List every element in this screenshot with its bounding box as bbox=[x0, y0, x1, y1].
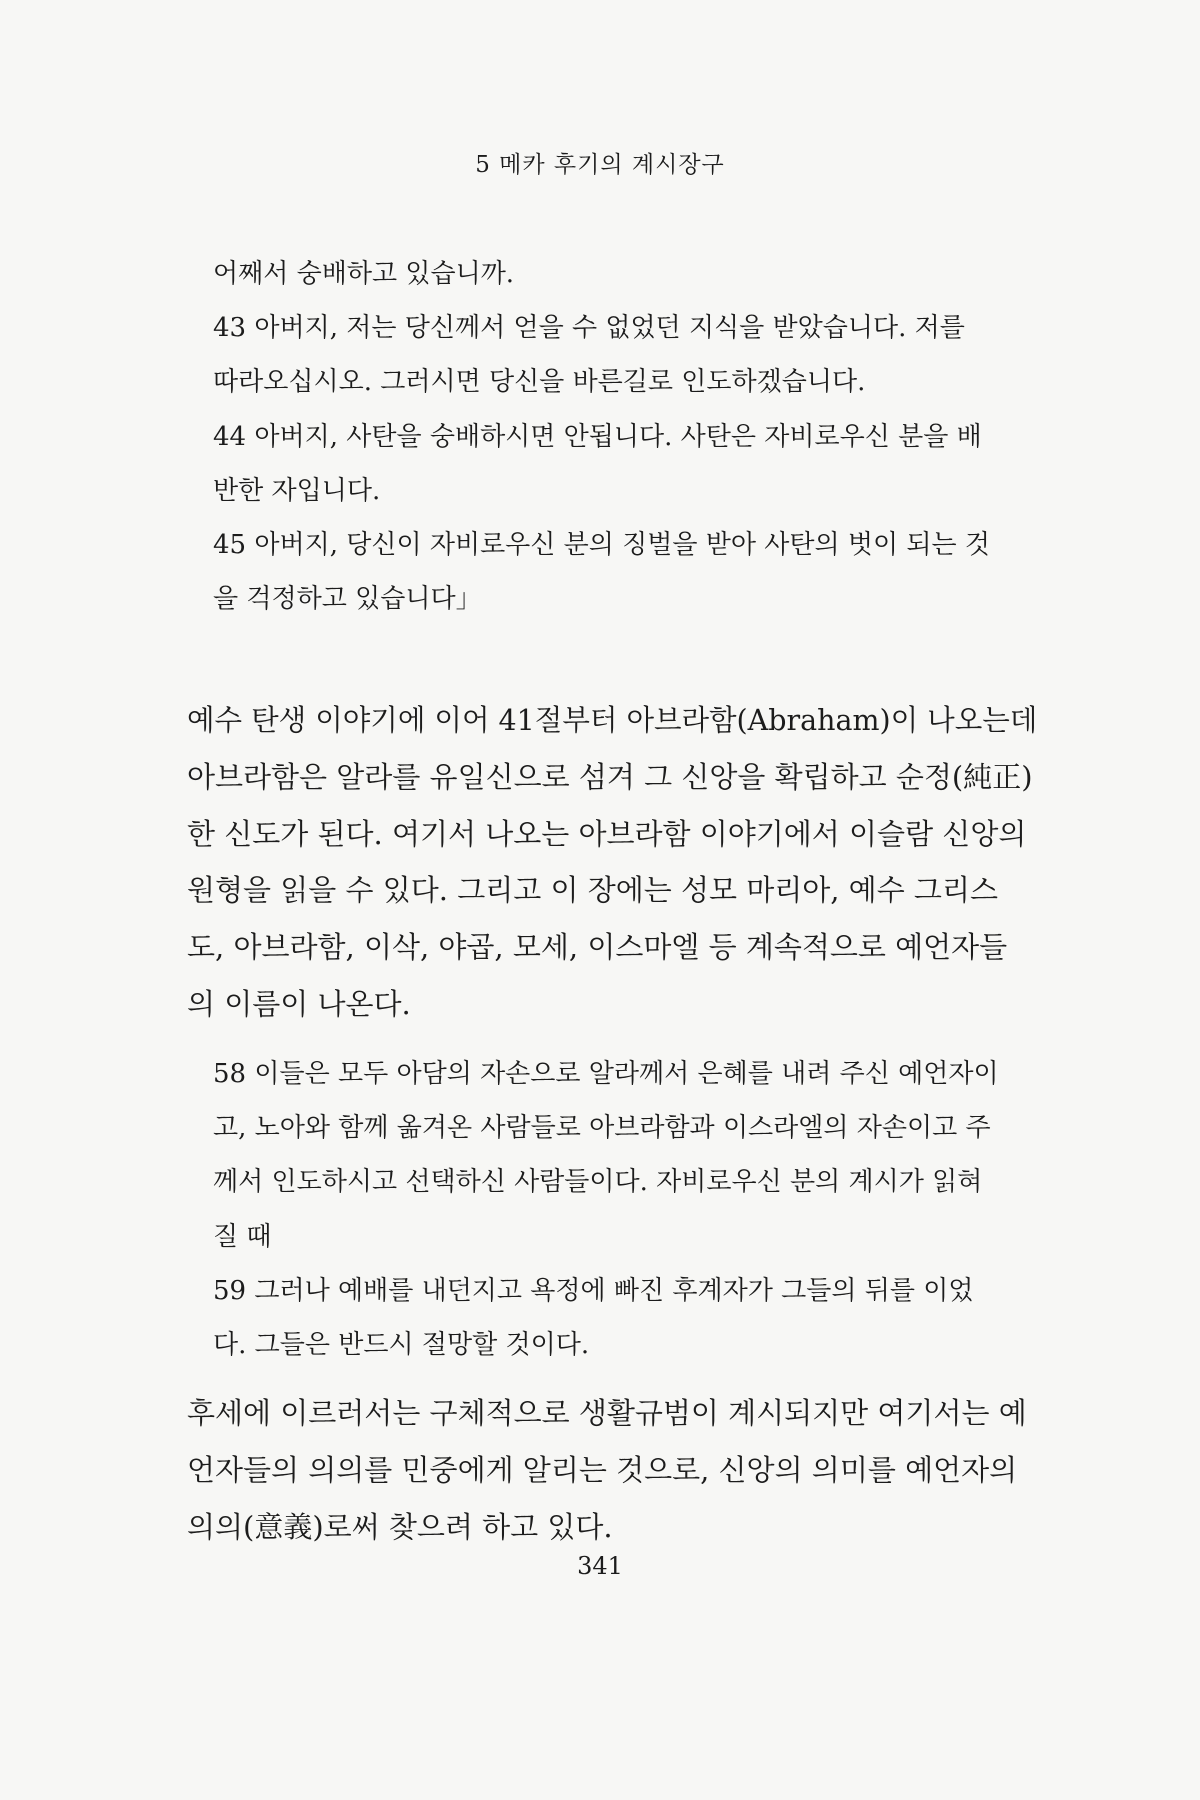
paragraph-line: 언자들의 의의를 민중에게 알리는 것으로, 신앙의 의미를 예언자의 bbox=[187, 1452, 1018, 1487]
paragraph-line: 도, 아브라함, 이삭, 야곱, 모세, 이스마엘 등 계속적으로 예언자들 bbox=[187, 930, 1008, 965]
paragraph-line: 의 이름이 나온다. bbox=[187, 986, 411, 1021]
running-header: 5 메카 후기의 계시장구 bbox=[475, 152, 725, 178]
quote-line: 고, 노아와 함께 옮겨온 사람들로 아브라함과 이스라엘의 자손이고 주 bbox=[213, 1113, 991, 1144]
page-number: 341 bbox=[577, 1552, 623, 1580]
paragraph-line: 예수 탄생 이야기에 이어 41절부터 아브라함(Abraham)이 나오는데 bbox=[187, 703, 1038, 737]
quote-line: 께서 인도하시고 선택하신 사람들이다. 자비로우신 분의 계시가 읽혀 bbox=[213, 1167, 983, 1198]
paragraph-line: 후세에 이르러서는 구체적으로 생활규범이 계시되지만 여기서는 예 bbox=[187, 1396, 1027, 1430]
quote-line: 따라오십시오. 그러시면 당신을 바른길로 인도하겠습니다. bbox=[213, 367, 866, 398]
quote-block-1 bbox=[213, 247, 1013, 626]
quote-block-2 bbox=[213, 1047, 1013, 1372]
quote-line: 다. 그들은 반드시 절망할 것이다. bbox=[213, 1329, 590, 1360]
quote-line: 질 때 bbox=[213, 1221, 272, 1252]
quote-line: 45 아버지, 당신이 자비로우신 분의 징벌을 받아 사탄의 벗이 되는 것 bbox=[213, 529, 991, 560]
quote-line: 반한 자입니다. bbox=[213, 475, 381, 506]
paragraph-line: 원형을 읽을 수 있다. 그리고 이 장에는 성모 마리아, 예수 그리스 bbox=[187, 873, 998, 908]
paragraph-line: 한 신도가 된다. 여기서 나오는 아브라함 이야기에서 이슬람 신앙의 bbox=[187, 816, 1027, 851]
quote-line: 59 그러나 예배를 내던지고 욕정에 빠진 후계자가 그들의 뒤를 이었 bbox=[213, 1275, 974, 1306]
paragraph-line: 아브라함은 알라를 유일신으로 섬겨 그 신앙을 확립하고 순정(純正) bbox=[187, 759, 1033, 794]
quote-line: 44 아버지, 사탄을 숭배하시면 안됩니다. 사탄은 자비로우신 분을 배 bbox=[213, 421, 982, 452]
quote-line: 58 이들은 모두 아담의 자손으로 알라께서 은혜를 내려 주신 예언자이 bbox=[213, 1059, 999, 1089]
body-paragraph-2 bbox=[187, 1385, 1037, 1555]
paragraph-line: 의의(意義)로써 찾으려 하고 있다. bbox=[187, 1509, 613, 1544]
quote-line: 어째서 숭배하고 있습니까. bbox=[213, 259, 515, 289]
body-paragraph-1 bbox=[187, 692, 1037, 1033]
quote-line: 43 아버지, 저는 당신께서 얻을 수 없었던 지식을 받았습니다. 저를 bbox=[213, 313, 965, 344]
quote-line: 을 걱정하고 있습니다」 bbox=[213, 584, 482, 615]
